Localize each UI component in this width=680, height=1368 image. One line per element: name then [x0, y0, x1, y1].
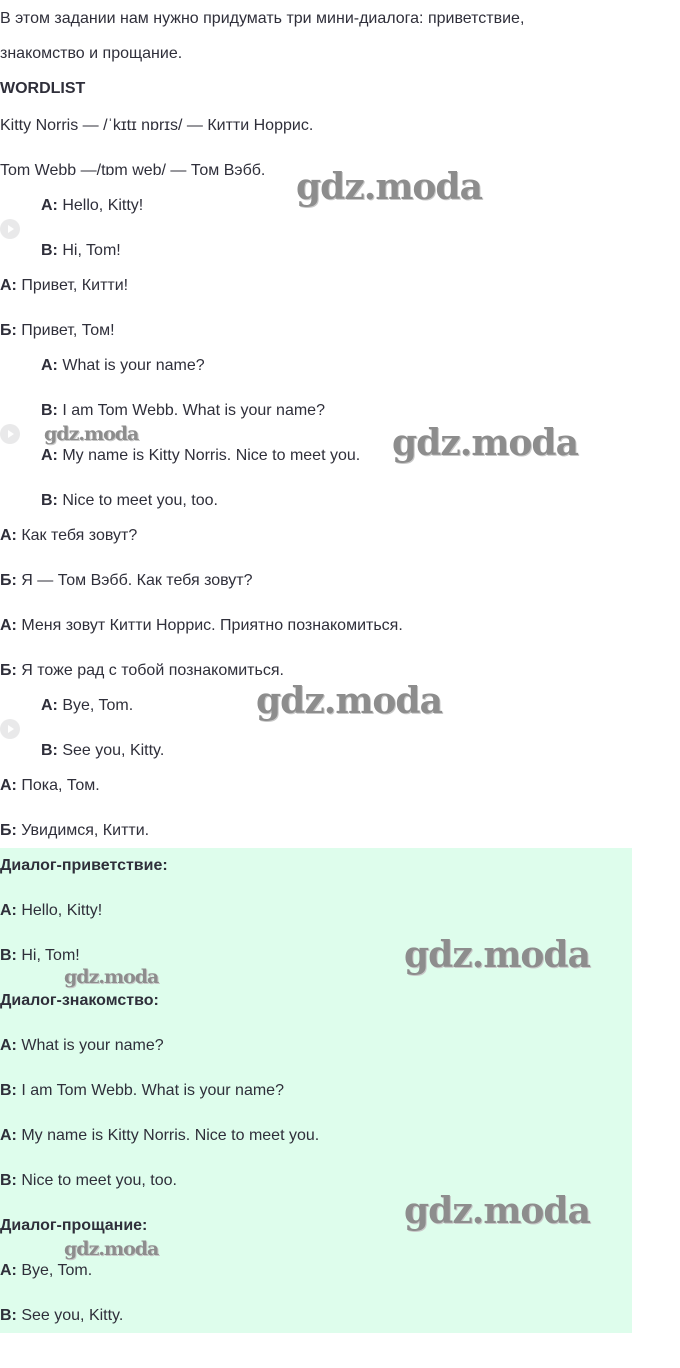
line-text: Hi, Tom! — [16, 947, 80, 964]
line-text: Как тебя зовут? — [16, 527, 138, 544]
line-text: What is your name? — [16, 1037, 164, 1054]
speaker-label: A: — [41, 197, 58, 214]
watermark: gdz.moda — [404, 1190, 590, 1232]
dialog1-en-line — [41, 240, 121, 262]
watermark: gdz.moda — [392, 422, 578, 464]
answer-line — [0, 1035, 164, 1057]
answer-line — [0, 945, 80, 967]
line-text: Меня зовут Китти Норрис. Приятно познакомиться. — [16, 617, 403, 634]
speaker-label: А: — [0, 277, 17, 294]
answer-line — [0, 900, 102, 922]
dialog2-ru-line — [0, 660, 284, 682]
answer-line — [0, 1305, 123, 1327]
watermark: gdz.moda — [44, 423, 139, 445]
line-text: Пока, Том. — [16, 777, 100, 794]
dialog3-en-line — [41, 740, 164, 762]
speaker-label: B: — [41, 402, 58, 419]
line-text: Nice to meet you, too. — [16, 1172, 177, 1189]
speaker-label: A: — [0, 1127, 17, 1144]
intro-line-1: В этом задании нам нужно придумать три мини-диалога: приветствие, — [0, 10, 525, 27]
answer-line — [0, 1125, 319, 1147]
line-text: Я — Том Вэбб. Как тебя зовут? — [16, 572, 253, 589]
dialog2-en-line — [41, 490, 218, 512]
greeting-title: Диалог-приветствие: — [0, 857, 168, 874]
speaker-label: B: — [41, 492, 58, 509]
play-icon[interactable] — [0, 219, 20, 239]
line-text: See you, Kitty. — [16, 1307, 124, 1324]
speaker-label: A: — [41, 447, 58, 464]
speaker-label: A: — [0, 1037, 17, 1054]
farewell-title: Диалог-прощание: — [0, 1217, 148, 1234]
dialog3-ru-line — [0, 820, 149, 842]
line-text: Увидимся, Китти. — [16, 822, 150, 839]
line-text: Hello, Kitty! — [57, 197, 144, 214]
speaker-label: Б: — [0, 322, 17, 339]
line-text: I am Tom Webb. What is your name? — [16, 1082, 284, 1099]
line-text: I am Tom Webb. What is your name? — [57, 402, 325, 419]
dialog3-ru-line — [0, 775, 100, 797]
dialog2-en-line — [41, 445, 360, 467]
line-text: Hi, Tom! — [57, 242, 121, 259]
wordlist-tom: Tom Webb —/tɒm web/ — Том Вэбб. — [0, 162, 266, 179]
dialog1-ru-line — [0, 320, 115, 342]
speaker-label: Б: — [0, 662, 17, 679]
line-text: Hello, Kitty! — [16, 902, 103, 919]
dialog3-en-line — [41, 695, 133, 717]
dialog2-ru-line — [0, 615, 403, 637]
speaker-label: B: — [41, 742, 58, 759]
line-text: Bye, Tom. — [57, 697, 134, 714]
line-text: Привет, Том! — [16, 322, 115, 339]
answer-line — [0, 1170, 177, 1192]
speaker-label: A: — [0, 1262, 17, 1279]
speaker-label: B: — [0, 947, 17, 964]
wordlist-kitty: Kitty Norris — /ˈkɪtɪ nɒrɪs/ — Китти Норрис. — [0, 117, 314, 134]
watermark: gdz.moda — [404, 934, 590, 976]
watermark: gdz.moda — [256, 680, 442, 722]
dialog2-en-line — [41, 400, 325, 422]
line-text: What is your name? — [57, 357, 205, 374]
speaker-label: Б: — [0, 822, 17, 839]
dialog2-ru-line — [0, 570, 253, 592]
speaker-label: A: — [41, 697, 58, 714]
watermark: gdz.moda — [296, 166, 482, 208]
speaker-label: А: — [0, 777, 17, 794]
line-text: Bye, Tom. — [16, 1262, 93, 1279]
speaker-label: A: — [0, 902, 17, 919]
dialog1-en-line — [41, 195, 143, 217]
dialog1-ru-line — [0, 275, 128, 297]
speaker-label: A: — [41, 357, 58, 374]
line-text: Привет, Китти! — [16, 277, 129, 294]
line-text: My name is Kitty Norris. Nice to meet you. — [16, 1127, 320, 1144]
line-text: My name is Kitty Norris. Nice to meet you. — [57, 447, 361, 464]
dialog2-ru-line — [0, 525, 137, 547]
speaker-label: B: — [0, 1307, 17, 1324]
speaker-label: Б: — [0, 572, 17, 589]
line-text: Nice to meet you, too. — [57, 492, 218, 509]
speaker-label: B: — [0, 1082, 17, 1099]
line-text: See you, Kitty. — [57, 742, 165, 759]
intro-line-2: знакомство и прощание. — [0, 45, 183, 62]
speaker-label: А: — [0, 527, 17, 544]
play-icon[interactable] — [0, 719, 20, 739]
watermark: gdz.moda — [64, 966, 159, 988]
play-icon[interactable] — [0, 424, 20, 444]
dialog2-en-line — [41, 355, 205, 377]
speaker-label: А: — [0, 617, 17, 634]
speaker-label: B: — [0, 1172, 17, 1189]
line-text: Я тоже рад с тобой познакомиться. — [16, 662, 284, 679]
answer-line — [0, 1260, 92, 1282]
watermark: gdz.moda — [64, 1238, 159, 1260]
wordlist-heading: WORDLIST — [0, 80, 86, 97]
speaker-label: B: — [41, 242, 58, 259]
meeting-title: Диалог-знакомство: — [0, 992, 159, 1009]
answer-line — [0, 1080, 284, 1102]
